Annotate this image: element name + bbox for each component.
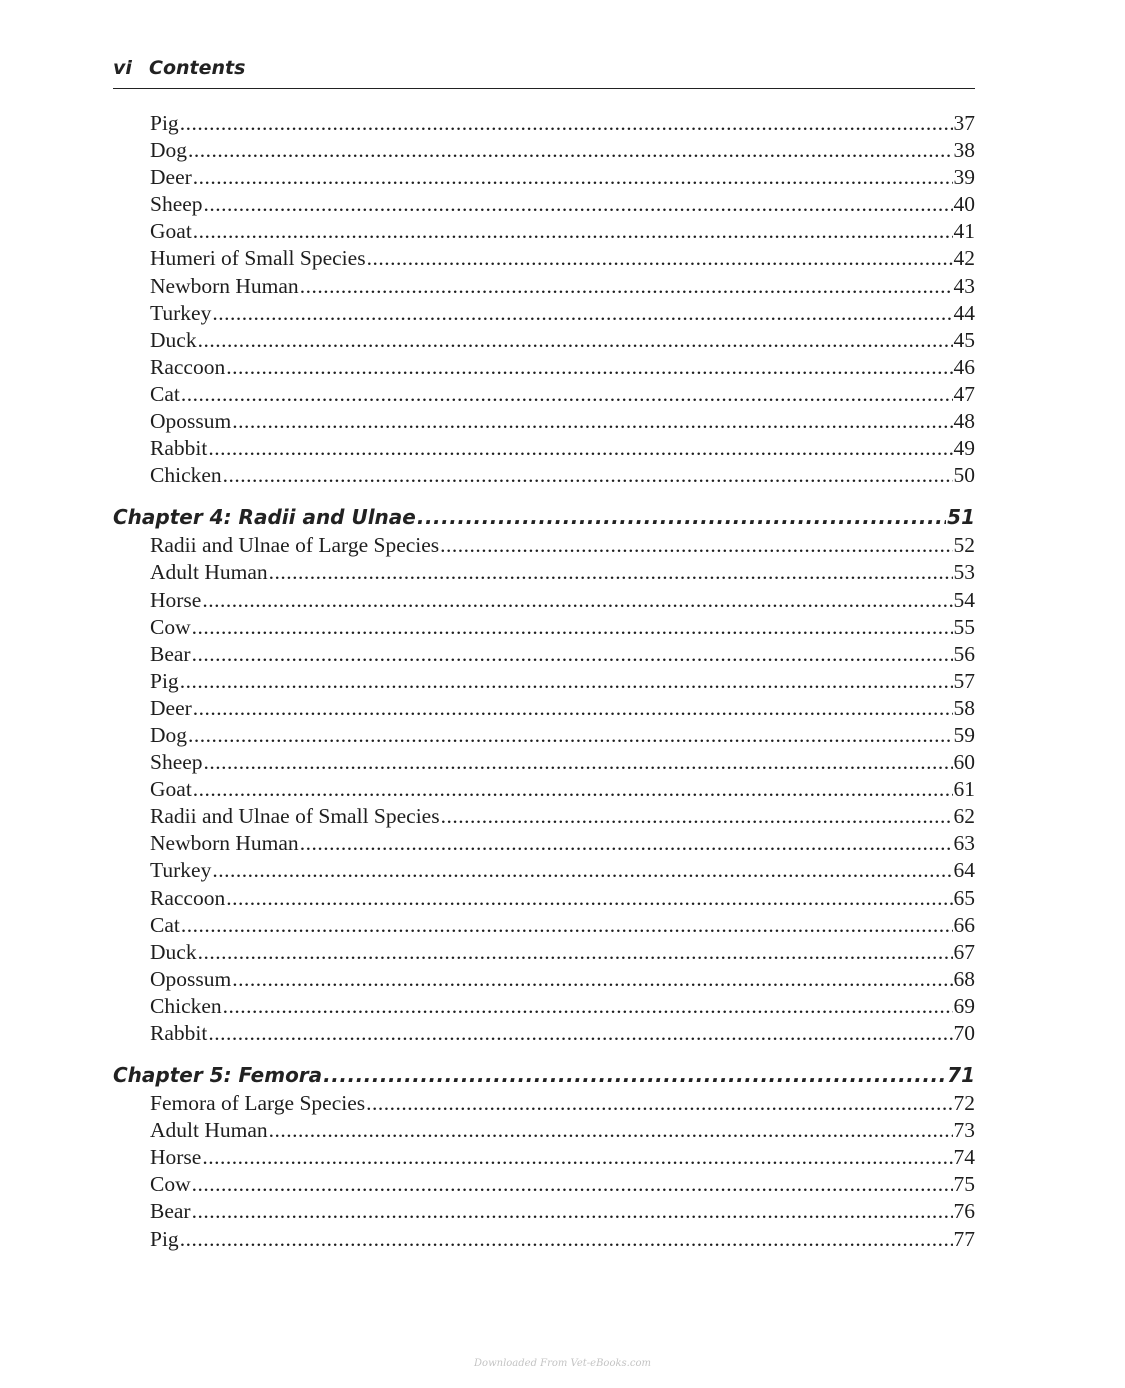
toc-page-number: 39: [953, 165, 975, 190]
toc-entry[interactable]: [113, 749, 975, 776]
dot-leader: [226, 885, 952, 912]
toc-entry-title: Dog: [150, 722, 188, 747]
toc-entry-title: Sheep: [150, 192, 203, 217]
toc-page-number: 42: [953, 246, 975, 271]
dot-leader: [202, 587, 952, 614]
toc-entry-title: Pig: [150, 668, 179, 693]
toc-entry[interactable]: [113, 381, 975, 408]
toc-page-number: 59: [953, 722, 975, 747]
toc-page-number: 61: [953, 777, 975, 802]
dot-leader: [441, 803, 953, 830]
toc-page-number: 47: [953, 381, 975, 406]
toc-page-number: 67: [953, 939, 975, 964]
dot-leader: [223, 993, 953, 1020]
toc-entry[interactable]: [113, 803, 975, 830]
toc-page-number: 57: [953, 668, 975, 693]
dot-leader: [188, 722, 952, 749]
toc-entry[interactable]: [113, 218, 975, 245]
toc-entry-title: Horse: [150, 587, 202, 612]
dot-leader: [300, 273, 953, 300]
toc-entry[interactable]: [113, 354, 975, 381]
toc-page-number: 64: [953, 858, 975, 883]
toc-chapter-title: Chapter 4: Radii and Ulnae: [113, 505, 416, 530]
toc-entry[interactable]: [113, 1198, 975, 1225]
toc-entry-title: Radii and Ulnae of Small Species: [150, 804, 440, 829]
toc-entry-title: Dog: [150, 138, 188, 163]
dot-leader: [212, 300, 952, 327]
running-head-title: Contents: [149, 57, 246, 79]
toc-entry-title: Rabbit: [150, 436, 208, 461]
toc-page-number: 46: [953, 354, 975, 379]
toc-entry-title: Rabbit: [150, 1021, 208, 1045]
toc-entry[interactable]: [113, 830, 975, 857]
toc-entry[interactable]: [113, 327, 975, 354]
toc-page-number: 37: [953, 111, 975, 135]
toc-page-number: 45: [953, 327, 975, 352]
toc-entry-title: Turkey: [150, 300, 212, 325]
toc-page-number: 72: [953, 1091, 975, 1116]
page-folio: vi: [113, 57, 132, 79]
toc-page-number: 63: [953, 831, 975, 856]
toc-entry[interactable]: [113, 532, 975, 559]
toc-page-number: 41: [953, 219, 975, 244]
toc-entry[interactable]: [113, 273, 975, 300]
dot-leader: [223, 462, 953, 489]
toc-entry-title: Deer: [150, 165, 192, 190]
toc-entry[interactable]: [113, 559, 975, 586]
download-watermark: Downloaded From Vet-eBooks.com: [474, 1358, 651, 1369]
toc-entry-title: Cow: [150, 1172, 191, 1197]
toc-entry[interactable]: [113, 191, 975, 218]
toc-entry[interactable]: [113, 137, 975, 164]
toc-entry[interactable]: [113, 587, 975, 614]
toc-entry[interactable]: [113, 912, 975, 939]
toc-page-number: 77: [953, 1226, 975, 1251]
dot-leader: [269, 1117, 953, 1144]
dot-leader: [198, 327, 953, 354]
dot-leader: [300, 830, 953, 857]
toc-page-number: 66: [953, 912, 975, 937]
dot-leader: [208, 435, 952, 462]
toc-entry-title: Cow: [150, 614, 191, 639]
toc-page-number: 60: [953, 750, 975, 775]
dot-leader: [193, 776, 953, 803]
dot-leader: [208, 1020, 952, 1047]
toc-entry-title: Humeri of Small Species: [150, 246, 366, 271]
toc-page-number: 51: [947, 505, 975, 530]
toc-entry[interactable]: [113, 435, 975, 462]
toc-page-number: 75: [953, 1172, 975, 1197]
toc-entry-title: Bear: [150, 641, 191, 666]
toc-page-number: 50: [953, 463, 975, 488]
toc-page-number: 54: [953, 587, 975, 612]
toc-page-number: 56: [953, 641, 975, 666]
dot-leader: [204, 191, 953, 218]
toc-page-number: 65: [953, 885, 975, 910]
toc-entry-title: Newborn Human: [150, 273, 299, 298]
toc-page-number: 58: [953, 695, 975, 720]
toc-entry-title: Horse: [150, 1145, 202, 1170]
toc-entry[interactable]: [113, 966, 975, 993]
table-of-contents: [113, 110, 975, 1253]
toc-entry[interactable]: [113, 1020, 975, 1047]
dot-leader: [193, 695, 953, 722]
toc-entry-title: Turkey: [150, 858, 212, 883]
toc-chapter-entry[interactable]: [113, 1060, 975, 1090]
toc-entry-title: Duck: [150, 327, 197, 352]
dot-leader: [181, 381, 953, 408]
toc-entry-title: Cat: [150, 912, 180, 937]
dot-leader: [198, 939, 953, 966]
dot-leader: [212, 857, 952, 884]
toc-entry-title: Pig: [150, 1226, 179, 1251]
toc-page-number: 70: [953, 1021, 975, 1045]
toc-page-number: 55: [953, 614, 975, 639]
toc-entry-title: Goat: [150, 777, 192, 802]
toc-entry-title: Deer: [150, 695, 192, 720]
toc-entry[interactable]: [113, 1171, 975, 1198]
toc-entry[interactable]: [113, 939, 975, 966]
dot-leader: [180, 668, 953, 695]
dot-leader: [417, 502, 946, 532]
toc-entry[interactable]: [113, 1144, 975, 1171]
toc-entry-title: Raccoon: [150, 354, 226, 379]
dot-leader: [366, 1090, 952, 1117]
toc-entry-title: Chicken: [150, 463, 222, 488]
toc-entry[interactable]: [113, 993, 975, 1020]
toc-entry[interactable]: [113, 722, 975, 749]
toc-entry-title: Femora of Large Species: [150, 1091, 366, 1116]
toc-page-number: 69: [953, 993, 975, 1018]
toc-entry[interactable]: [113, 641, 975, 668]
dot-leader: [180, 110, 953, 137]
toc-chapter-entry[interactable]: [113, 502, 975, 532]
dot-leader: [232, 408, 952, 435]
toc-page-number: 43: [953, 273, 975, 298]
toc-entry[interactable]: [113, 245, 975, 272]
toc-entry[interactable]: [113, 885, 975, 912]
dot-leader: [180, 1226, 953, 1253]
toc-entry[interactable]: [113, 1117, 975, 1144]
toc-entry[interactable]: [113, 668, 975, 695]
toc-entry-title: Goat: [150, 219, 192, 244]
toc-page-number: 62: [953, 804, 975, 829]
toc-entry-title: Adult Human: [150, 560, 268, 585]
dot-leader: [192, 641, 953, 668]
toc-entry[interactable]: [113, 614, 975, 641]
toc-page-number: 44: [953, 300, 975, 325]
dot-leader: [192, 614, 953, 641]
dot-leader: [323, 1060, 946, 1090]
toc-entry-title: Sheep: [150, 750, 203, 775]
toc-entry[interactable]: [113, 776, 975, 803]
toc-page-number: 52: [953, 533, 975, 558]
toc-chapter-title: Chapter 5: Femora: [113, 1063, 323, 1088]
toc-page-number: 48: [953, 409, 975, 434]
toc-page-number: 38: [953, 138, 975, 163]
dot-leader: [367, 245, 953, 272]
dot-leader: [202, 1144, 952, 1171]
toc-entry-title: Raccoon: [150, 885, 226, 910]
toc-entry-title: Newborn Human: [150, 831, 299, 856]
toc-page-number: 53: [953, 560, 975, 585]
toc-page-number: 49: [953, 436, 975, 461]
dot-leader: [204, 749, 953, 776]
toc-entry[interactable]: [113, 695, 975, 722]
toc-page-number: 68: [953, 966, 975, 991]
toc-entry[interactable]: [113, 1090, 975, 1117]
dot-leader: [193, 164, 953, 191]
toc-entry-title: Opossum: [150, 409, 232, 434]
dot-leader: [269, 559, 953, 586]
toc-entry[interactable]: [113, 462, 975, 489]
toc-page-number: 73: [953, 1118, 975, 1143]
dot-leader: [232, 966, 952, 993]
toc-page-number: 74: [953, 1145, 975, 1170]
toc-entry[interactable]: [113, 857, 975, 884]
running-head: [113, 54, 975, 89]
toc-entry-title: Duck: [150, 939, 197, 964]
dot-leader: [181, 912, 953, 939]
toc-entry-title: Adult Human: [150, 1118, 268, 1143]
toc-entry[interactable]: [113, 110, 975, 137]
toc-entry[interactable]: [113, 300, 975, 327]
toc-entry[interactable]: [113, 164, 975, 191]
dot-leader: [226, 354, 952, 381]
dot-leader: [193, 218, 953, 245]
dot-leader: [188, 137, 952, 164]
toc-entry-title: Chicken: [150, 993, 222, 1018]
toc-entry[interactable]: [113, 1226, 975, 1253]
toc-entry-title: Pig: [150, 111, 179, 135]
toc-entry-title: Cat: [150, 381, 180, 406]
dot-leader: [192, 1171, 953, 1198]
toc-page-number: 71: [947, 1063, 975, 1088]
dot-leader: [192, 1198, 953, 1225]
toc-entry[interactable]: [113, 408, 975, 435]
toc-entry-title: Bear: [150, 1199, 191, 1224]
toc-entry-title: Opossum: [150, 966, 232, 991]
toc-page-number: 40: [953, 192, 975, 217]
dot-leader: [440, 532, 952, 559]
toc-page-number: 76: [953, 1199, 975, 1224]
toc-entry-title: Radii and Ulnae of Large Species: [150, 533, 440, 558]
